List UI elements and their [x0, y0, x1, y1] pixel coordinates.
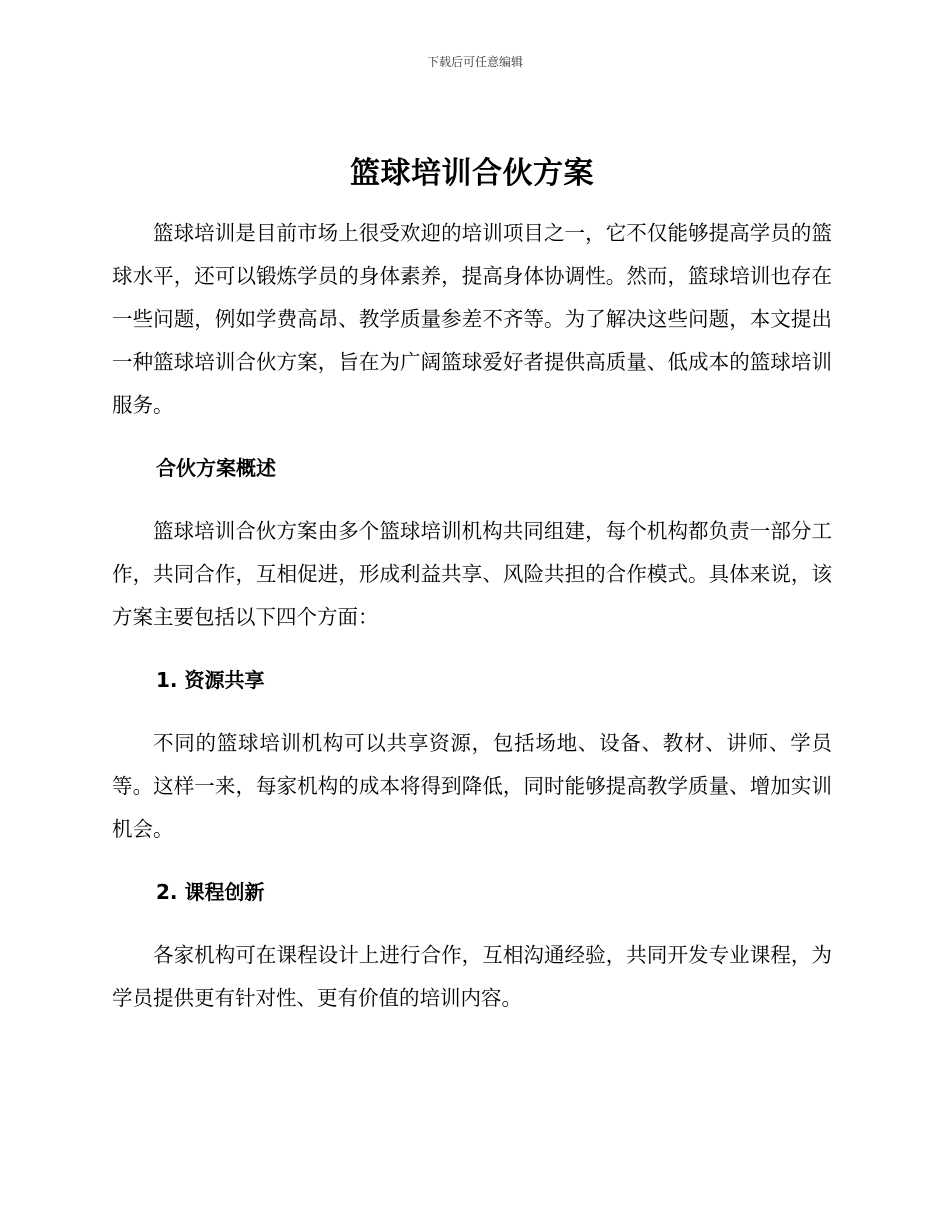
- section-body-course-innovation: 各家机构可在课程设计上进行合作，互相沟通经验，共同开发专业课程，为学员提供更有针对性、更有价值的培训内容。: [112, 943, 832, 1010]
- spacer: [112, 851, 832, 871]
- section-body-overview: 篮球培训合伙方案由多个篮球培训机构共同组建，每个机构都负责一部分工作，共同合作，互相促进，形成利益共享、风险共担的合作模式。具体来说，该方案主要包括以下四个方面：: [112, 519, 832, 629]
- spacer: [112, 427, 832, 447]
- spacer: [112, 639, 832, 659]
- section-heading-course-innovation: 2. 课程创新: [156, 880, 265, 904]
- spacer: [112, 490, 832, 510]
- section-heading-resource-sharing: 1. 资源共享: [156, 668, 265, 692]
- spacer: [112, 702, 832, 722]
- page-header-note: 下载后可任意编辑: [426, 55, 523, 69]
- spacer: [112, 914, 832, 934]
- document-title: 篮球培训合伙方案: [350, 156, 594, 191]
- section-heading-overview: 合伙方案概述: [156, 456, 276, 480]
- section-body-resource-sharing: 不同的篮球培训机构可以共享资源，包括场地、设备、教材、讲师、学员等。这样一来，每家机构的成本将得到降低，同时能够提高教学质量、增加实训机会。: [112, 731, 832, 841]
- intro-paragraph: 篮球培训是目前市场上很受欢迎的培训项目之一，它不仅能够提高学员的篮球水平，还可以锻炼学员的身体素养，提高身体协调性。然而，篮球培训也存在一些问题，例如学费高昂、教学质量参差不齐等。为了解决这些问题，本文提出一种篮球培训合伙方案，旨在为广阔篮球爱好者提供高质量、低成本的篮球培训服务。: [112, 221, 832, 417]
- document-body: [112, 146, 832, 1020]
